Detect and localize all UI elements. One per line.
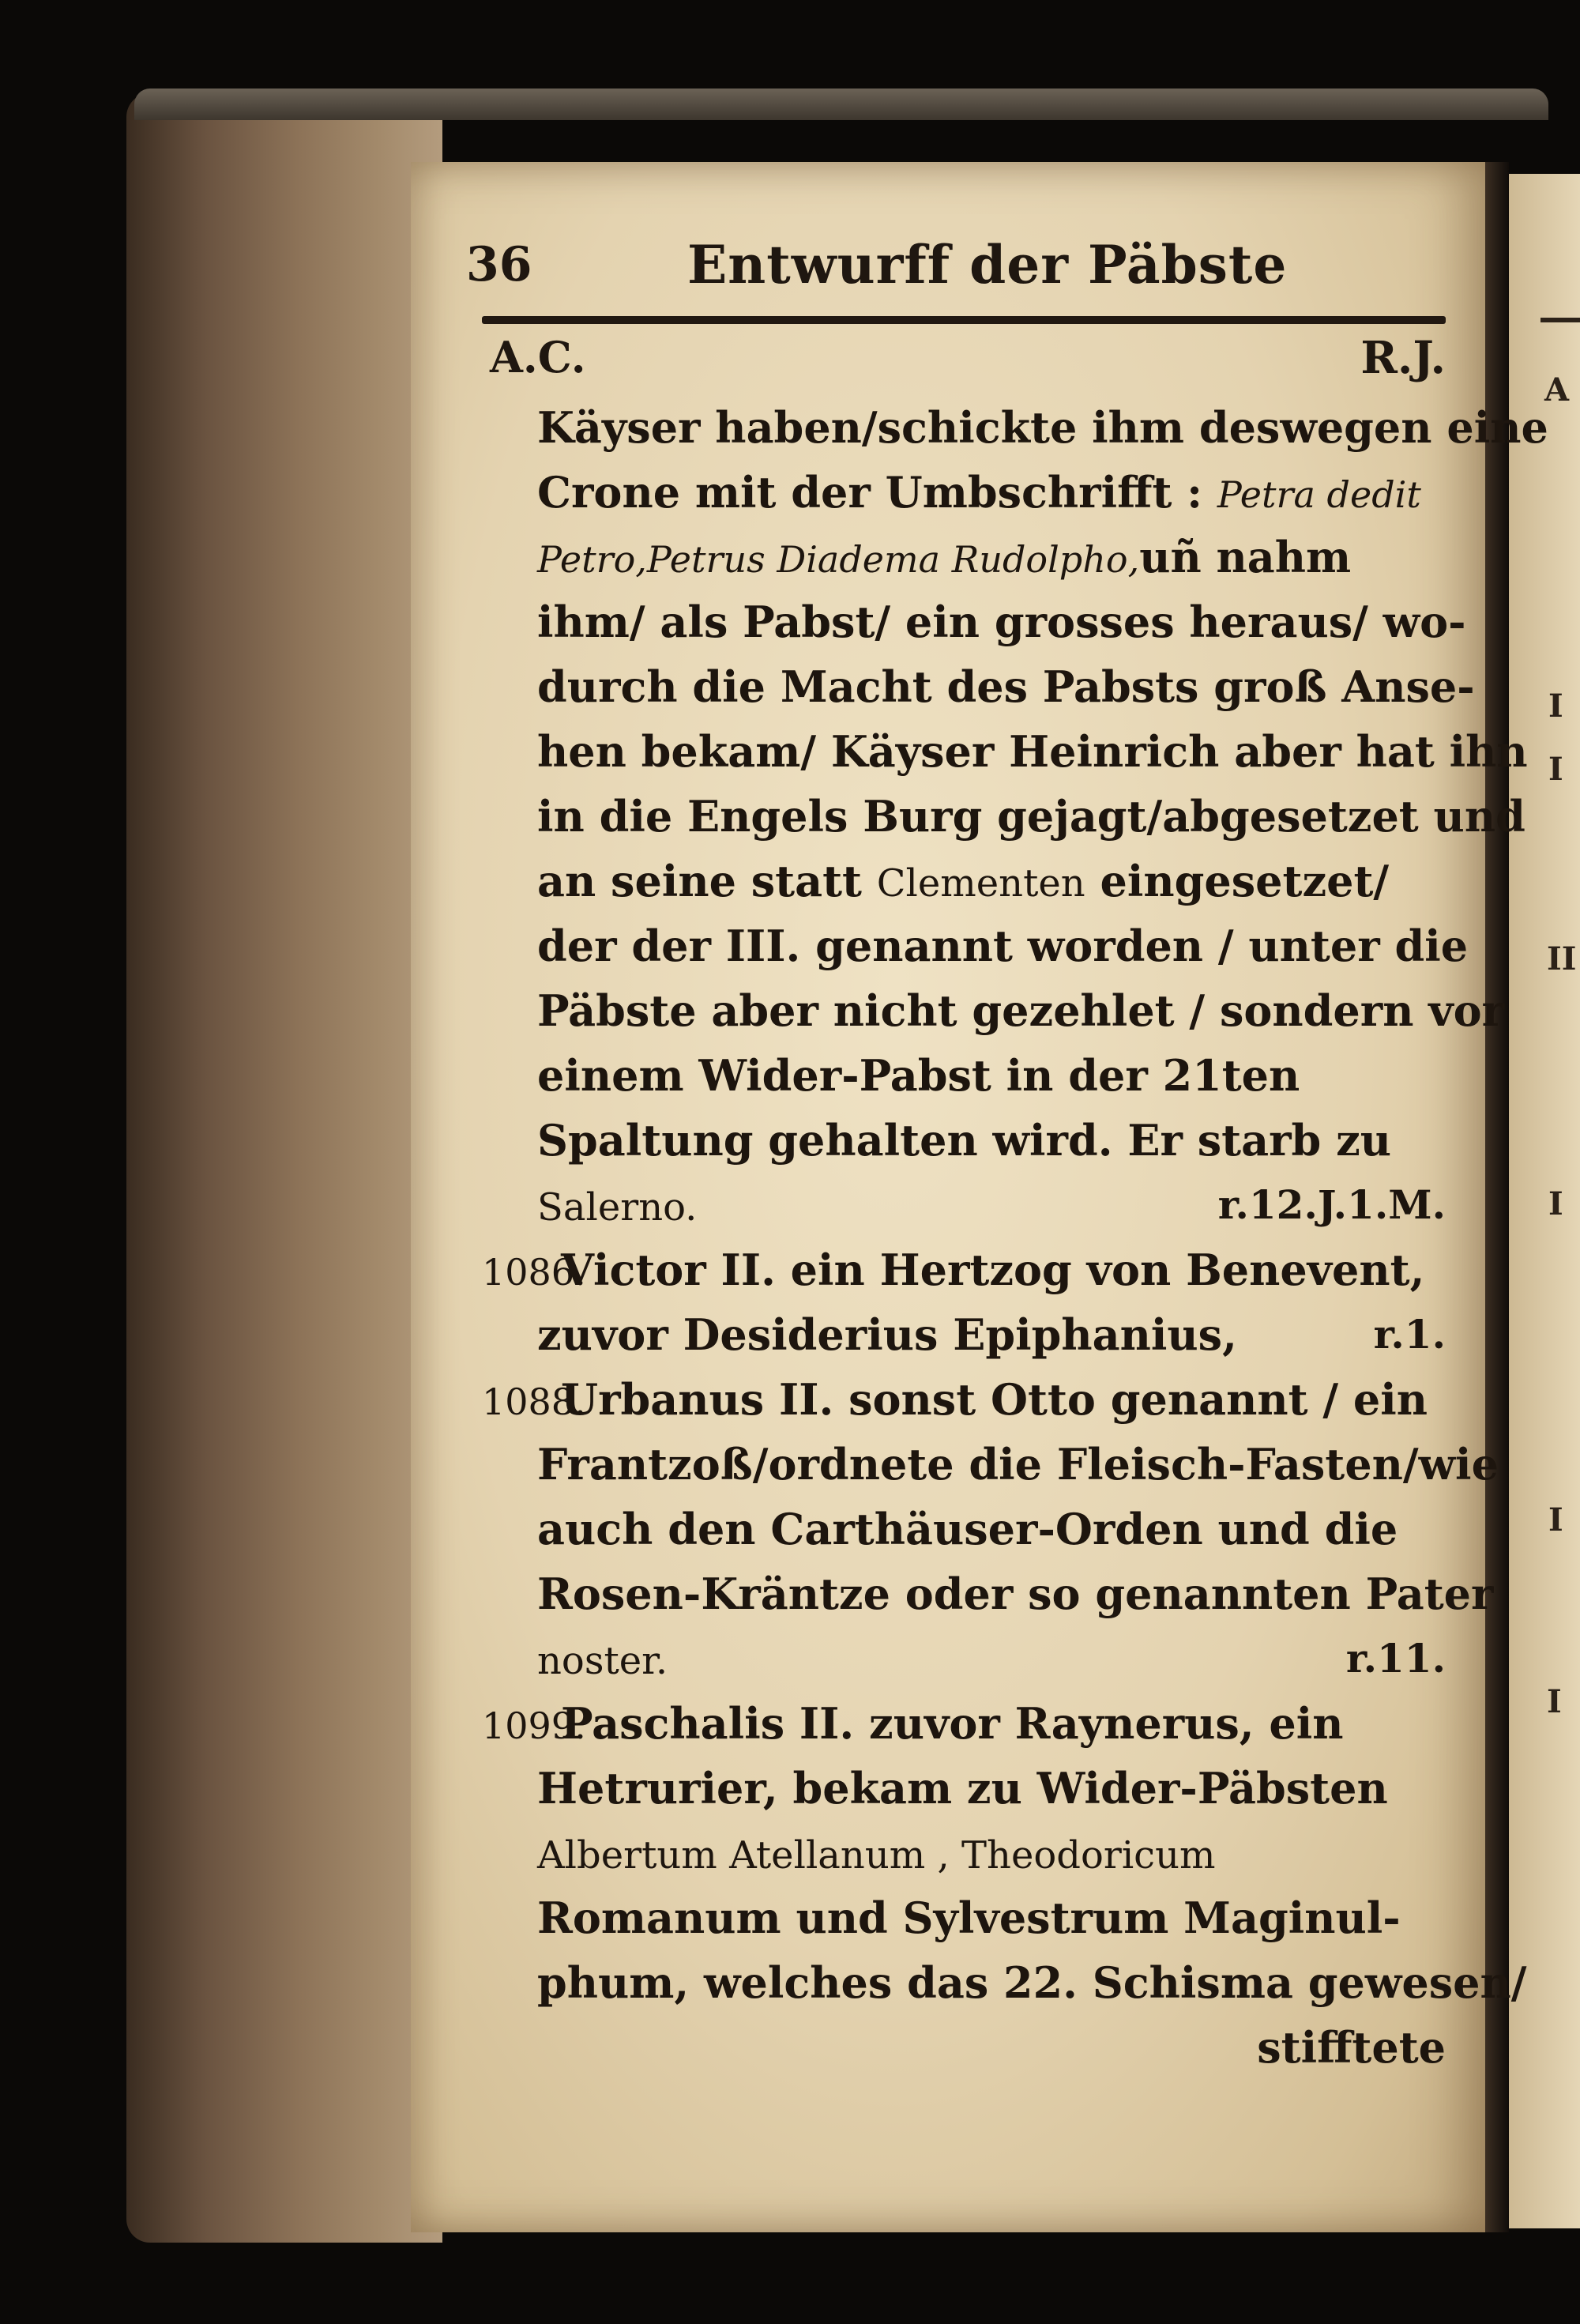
facing-page-fragment: II <box>1547 940 1577 977</box>
text-line: Romanum und Sylvestrum Maginul- <box>537 1893 1401 1943</box>
regnal-years-label: R.J. <box>1360 332 1446 384</box>
year: 1088. <box>482 1380 586 1423</box>
text-line: Crone mit der Umbschrifft : Petra dedit <box>537 467 1421 518</box>
text-line: 1086.Victor II. ein Hertzog von Benevent, <box>482 1237 1446 1302</box>
text-line: Albertum Atellanum , Theodoricum <box>537 1833 1216 1878</box>
text-line: Päbste aber nicht gezehlet / sondern vor <box>537 985 1505 1036</box>
text-line: phum, welches das 22. Schisma gewesen/ <box>537 1957 1527 2008</box>
text-line: ihm/ als Pabst/ ein grosses heraus/ wo- <box>537 597 1466 647</box>
text-line: Frantzoß/ordnete die Fleisch-Fasten/wie <box>537 1439 1499 1490</box>
regnal-note: r.1. <box>1373 1311 1446 1358</box>
column-labels <box>490 332 1446 395</box>
text-line: Käyser haben/schickte ihm deswegen eine <box>537 402 1548 453</box>
text-line: 1099.Paschalis II. zuvor Raynerus, ein <box>482 1691 1446 1756</box>
text-line: an seine statt Clementen eingesetzet/ <box>537 856 1390 906</box>
roman-text: Clementen <box>876 861 1085 906</box>
year: 1086. <box>482 1251 586 1294</box>
book-edge <box>126 93 442 2243</box>
text-line: Petro,Petrus Diadema Rudolpho,uñ nahm <box>537 532 1352 582</box>
roman-text: noster. <box>537 1639 668 1683</box>
text-line: zuvor Desiderius Epiphanius, r.1. <box>482 1302 1446 1367</box>
catchword: stifftete <box>1257 2022 1446 2073</box>
text-line: der der III. genannt worden / unter die <box>537 921 1469 971</box>
anno-christi-label: A.C. <box>490 332 586 382</box>
facing-page-fragment: I <box>1547 1683 1562 1720</box>
facing-page-fragment: I <box>1548 751 1563 788</box>
page-number: 36 <box>466 237 532 292</box>
text-line: 1088.Urbanus II. sonst Otto genannt / ein <box>482 1367 1446 1432</box>
text-line: hen bekam/ Käyser Heinrich aber hat ihn <box>537 726 1528 777</box>
facing-page-fragment: I <box>1548 687 1563 725</box>
page-title: Entwurff der Päbste <box>687 234 1288 296</box>
regnal-note: r.11. <box>1345 1635 1446 1682</box>
roman-text: Salerno. <box>537 1185 698 1230</box>
page-gutter <box>1485 162 1509 2232</box>
text-line: in die Engels Burg gejagt/abgesetzet und <box>537 791 1525 842</box>
header-rule <box>482 316 1446 324</box>
running-header <box>466 234 1446 300</box>
facing-page-fragment: A <box>1544 371 1570 409</box>
text-line: durch die Macht des Pabsts groß Anse- <box>537 661 1475 712</box>
text-line: Spaltung gehalten wird. Er starb zu <box>537 1115 1392 1166</box>
facing-page-rule <box>1540 318 1580 322</box>
year: 1099. <box>482 1704 586 1747</box>
facing-page-fragment: I <box>1548 1501 1563 1539</box>
text-line <box>482 1626 1446 1691</box>
text-line: einem Wider-Pabst in der 21ten <box>537 1050 1300 1101</box>
text-line: auch den Carthäuser-Orden und die <box>537 1504 1398 1554</box>
latin-text: Petra dedit <box>1217 473 1421 516</box>
body-text <box>482 395 1548 2080</box>
text-line <box>482 1173 1446 1237</box>
catchword-line <box>482 2015 1446 2080</box>
text-line: Hetrurier, bekam zu Wider-Päbsten <box>537 1763 1388 1814</box>
book-cover <box>134 89 1548 120</box>
text-line: Rosen-Kräntze oder so genannten Pater <box>537 1569 1494 1619</box>
latin-text: Petro,Petrus Diadema Rudolpho, <box>537 538 1140 581</box>
regnal-note: r.12.J.1.M. <box>1217 1181 1446 1228</box>
facing-page-edge <box>1509 174 1580 2228</box>
facing-page-fragment: I <box>1548 1185 1563 1222</box>
